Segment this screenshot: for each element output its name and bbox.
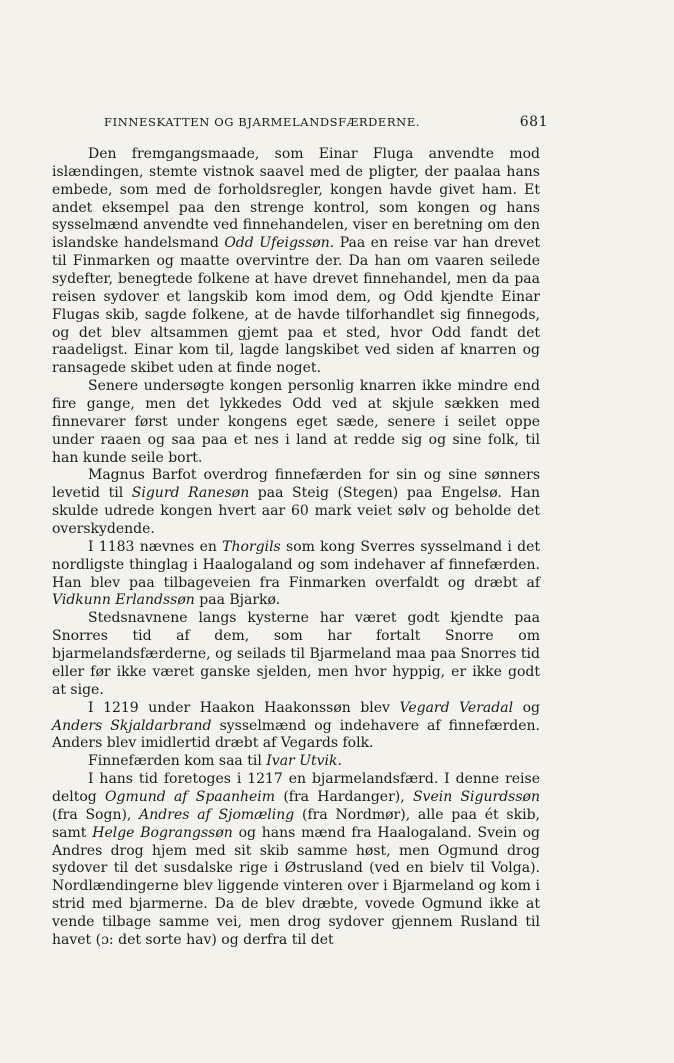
paragraph: Senere undersøgte kongen personlig knarren ikke mindre end fire gange, men det lykkedes Odd ved at skjule sækken med finnevarer først under kongens eget sæde, senere i seilet oppe under raaen og saa paa et nes i land at redde sig og sine folk, til han kunde seile bort. xyxy=(52,378,540,466)
person-name: Helge Bograngssøn xyxy=(92,824,233,841)
paragraph: Stedsnavnene langs kysterne har været godt kjendte paa Snorres tid af dem, som har fortalt Snorre om bjarmelandsfærderne, og seilads til Bjarmeland maa paa Snorres tid eller før ikke været ganske sjelden, men hvor hyppig, er ikke godt at sige. xyxy=(52,610,540,698)
person-name: Ogmund af Spaanheim xyxy=(105,788,276,805)
body-text xyxy=(52,146,540,950)
paragraph: I 1183 nævnes en Thorgils som kong Sverres sysselmand i det nordligste thinglag i Haalogaland og som indehaver af finnefærden. Han blev paa tilbageveien fra Finmarken overfaldt og dræbt af Vidkunn Erlandssøn paa Bjarkø. xyxy=(52,538,540,609)
paragraph: I hans tid foretoges i 1217 en bjarmelandsfærd. I denne reise deltog Ogmund af Spaanheim (fra Hardanger), Svein Sigurdssøn (fra Sogn), Andres af Sjomæling (fra Nordmør), alle paa ét skib, samt Helge Bograngssøn og hans mænd fra Haalogaland. Svein og Andres drog hjem med sit skib samme høst, men Ogmund drog sydover til det susdalske rige i Østrusland (ved en bielv til Volga). Nordlændingerne blev liggende vinteren over i Bjarmeland og kom i strid med bjarmerne. Da de blev dræbte, vovede Ogmund ikke at vende tilbage samme vei, men drog sydover gjennem Rusland til havet (ɔ: det sorte hav) og derfra til det xyxy=(52,771,540,948)
running-title: FINNESKATTEN OG BJARMELANDSFÆRDERNE. xyxy=(104,115,421,129)
person-name: Andres af Sjomæling xyxy=(139,806,295,823)
paragraph: Den fremgangsmaade, som Einar Fluga anvendte mod islændingen, stemte vistnok saavel med de pligter, der paalaa hans embede, som med de forholdsregler, kongen havde givet ham. Et andet eksempel paa den strenge kontrol, som kongen og hans sysselmænd anvendte ved finnehandelen, viser en beretning om den islandske handelsmand Odd Ufeigssøn. Paa en reise var han drevet til Finmarken og maatte overvintre der. Da han om vaaren seilede sydefter, benegtede folkene at have drevet finnehandel, men da paa reisen sydover et langskib kom imod dem, og Odd kjendte Einar Flugas skib, sagde folkene, at de havde tilforhandlet sig finnegods, og det blev altsammen gjemt paa et sted, hvor Odd fandt det raadeligst. Einar kom til, lagde langskibet ved siden af knarren og ransagede skibet uden at finde noget. xyxy=(52,146,540,377)
person-name: Svein Sigurdssøn xyxy=(412,788,540,805)
running-header xyxy=(104,114,548,130)
person-name: Odd Ufeigssøn. xyxy=(224,235,335,252)
person-name: Vegard Veradal xyxy=(399,699,514,716)
paragraph: Magnus Barfot overdrog finnefærden for sin og sine sønners levetid til Sigurd Ranesøn paa Steig (Stegen) paa Engelsø. Han skulde udrede kongen hvert aar 60 mark veiet sølv og beholde det overskydende. xyxy=(52,467,541,538)
person-name: Anders Skjaldarbrand xyxy=(52,717,212,734)
paragraph: I 1219 under Haakon Haakonssøn blev Vegard Veradal og Anders Skjaldarbrand sysselmænd og indehavere af finnefærden. Anders blev imidlertid dræbt af Vegards folk. xyxy=(52,699,541,752)
paragraph: Finnefærden kom saa til Ivar Utvik. xyxy=(88,753,342,770)
person-name: Vidkunn Erlandssøn xyxy=(52,592,195,609)
page-number: 681 xyxy=(519,114,548,130)
person-name: Sigurd Ranesøn xyxy=(131,485,250,502)
person-name: Thorgils xyxy=(222,538,281,555)
person-name: Ivar Utvik. xyxy=(266,753,342,770)
